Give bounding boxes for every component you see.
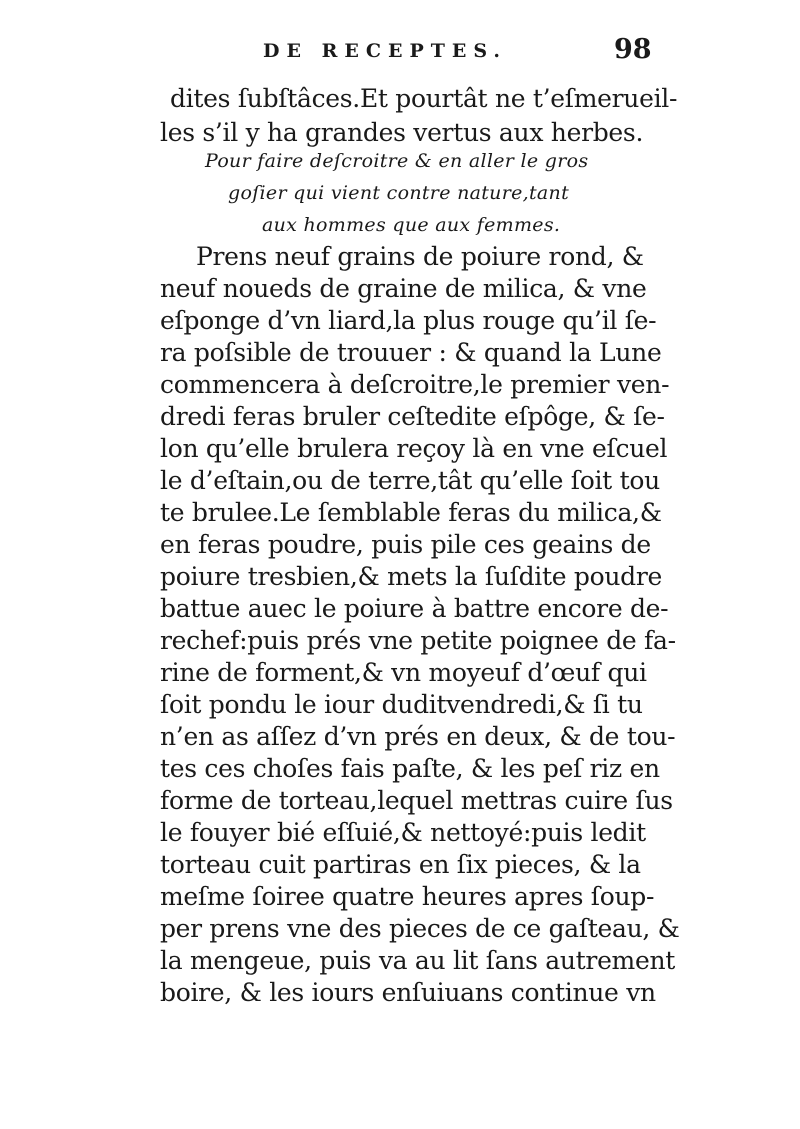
text-line: lon qu’elle brulera reçoy là en vne eſcuel bbox=[160, 434, 668, 463]
text-line: per prens vne des pieces de ce gaſteau, & bbox=[160, 914, 680, 943]
text-line: battue auec le poiure à battre encore de- bbox=[160, 594, 669, 623]
page-number: 98 bbox=[614, 34, 652, 65]
text-line: eſponge d’vn liard,la plus rouge qu’il ſe- bbox=[160, 306, 657, 335]
text-line: n’en as aſſez d’vn prés en deux, & de tou- bbox=[160, 722, 676, 751]
text-line: boire, & les iours enſuiuans continue vn bbox=[160, 978, 656, 1007]
recipe-heading-line: Pour faire deſcroitre & en aller le gros bbox=[205, 150, 589, 172]
text-line: neuf noueds de graine de milica, & vne bbox=[160, 274, 647, 303]
text-line: ra poſsible de trouuer : & quand la Lune bbox=[160, 338, 662, 367]
text-line: les s’il y ha grandes vertus aux herbes. bbox=[160, 118, 644, 147]
text-line: dredi feras bruler ceſtedite eſpôge, & ſe- bbox=[160, 402, 665, 431]
text-line: la mengeue, puis va au lit ſans autrement bbox=[160, 946, 676, 975]
text-line: torteau cuit partiras en ſix pieces, & la bbox=[160, 850, 641, 879]
text-line: dites ſubſtâces.Et pourtât ne t’eſmerueil- bbox=[170, 84, 678, 113]
recipe-heading-line: goſier qui vient contre nature,tant bbox=[228, 182, 570, 204]
running-head: DE RECEPTES. bbox=[263, 40, 508, 62]
text-line: poiure tresbien,& mets la ſuſdite poudre bbox=[160, 562, 662, 591]
text-line: forme de torteau,lequel mettras cuire ſus bbox=[160, 786, 673, 815]
recipe-heading-line: aux hommes que aux femmes. bbox=[262, 214, 561, 236]
text-line: rine de forment,& vn moyeuf d’œuf qui bbox=[160, 658, 647, 687]
text-line: meſme ſoiree quatre heures apres ſoup- bbox=[160, 882, 655, 911]
text-line: Prens neuf grains de poiure rond, & bbox=[196, 242, 644, 271]
text-line: rechef:puis prés vne petite poignee de fa- bbox=[160, 626, 676, 655]
text-line: te brulee.Le ſemblable feras du milica,& bbox=[160, 498, 662, 527]
text-line: ſoit pondu le iour duditvendredi,& ſi tu bbox=[160, 690, 643, 719]
text-line: le fouyer bié eſſuié,& nettoyé:puis ledit bbox=[160, 818, 646, 847]
text-line: tes ces choſes fais paſte, & les peſ riz en bbox=[160, 754, 660, 783]
text-line: le d’eſtain,ou de terre,tât qu’elle ſoit tou bbox=[160, 466, 660, 495]
text-line: en feras poudre, puis pile ces geains de bbox=[160, 530, 651, 559]
text-line: commencera à deſcroitre,le premier ven- bbox=[160, 370, 670, 399]
